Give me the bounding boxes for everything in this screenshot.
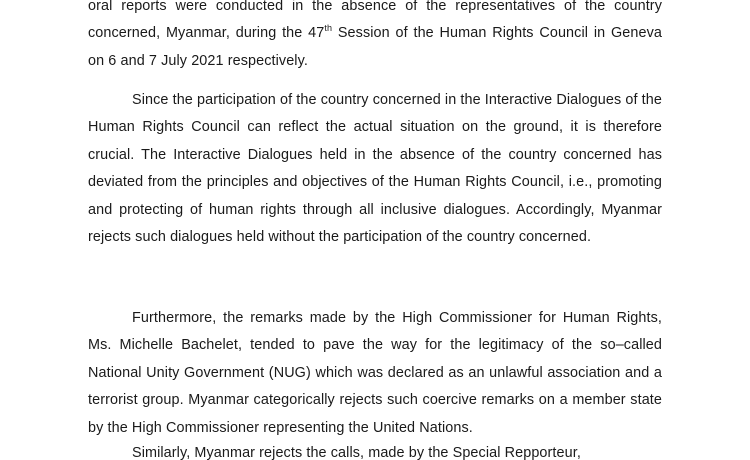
paragraph-oral-reports	[88, 0, 662, 75]
ordinal-superscript: th	[324, 23, 333, 34]
paragraph-high-commissioner-remarks: Furthermore, the remarks made by the High Commissioner for Human Rights, Ms. Michelle Bachelet, tended to pave the way for the legitimacy of the so–called National Unity Government (NUG) which was declared as an unlawful association and a terrorist group. Myanmar categorically rejects such coercive remarks on a member state by the High Commissioner representing the United Nations.	[88, 310, 662, 436]
paragraph-special-rapporteur: Similarly, Myanmar rejects the calls, made by the Special Repporteur,	[132, 445, 581, 460]
paragraph-interactive-dialogues: Since the participation of the country concerned in the Interactive Dialogues of the Human Rights Council can reflect the actual situation on the ground, it is therefore crucial. The Interactive Dialogues held in the absence of the country concerned has deviated from the principles and objectives of the Human Rights Council, i.e., promoting and protecting of human rights through all inclusive dialogues. Accordingly, Myanmar rejects such dialogues held without the participation of the country concerned.	[88, 92, 662, 246]
paragraph-oral-reports-text-start: oral reports were conducted in the absence of the representatives of the country concerned, Myanmar, during the 47	[88, 0, 662, 42]
paragraph-oral-reports-text-end: Session of the Human Rights Council in Geneva on 6 and 7 July 2021 respectively.	[88, 25, 662, 69]
